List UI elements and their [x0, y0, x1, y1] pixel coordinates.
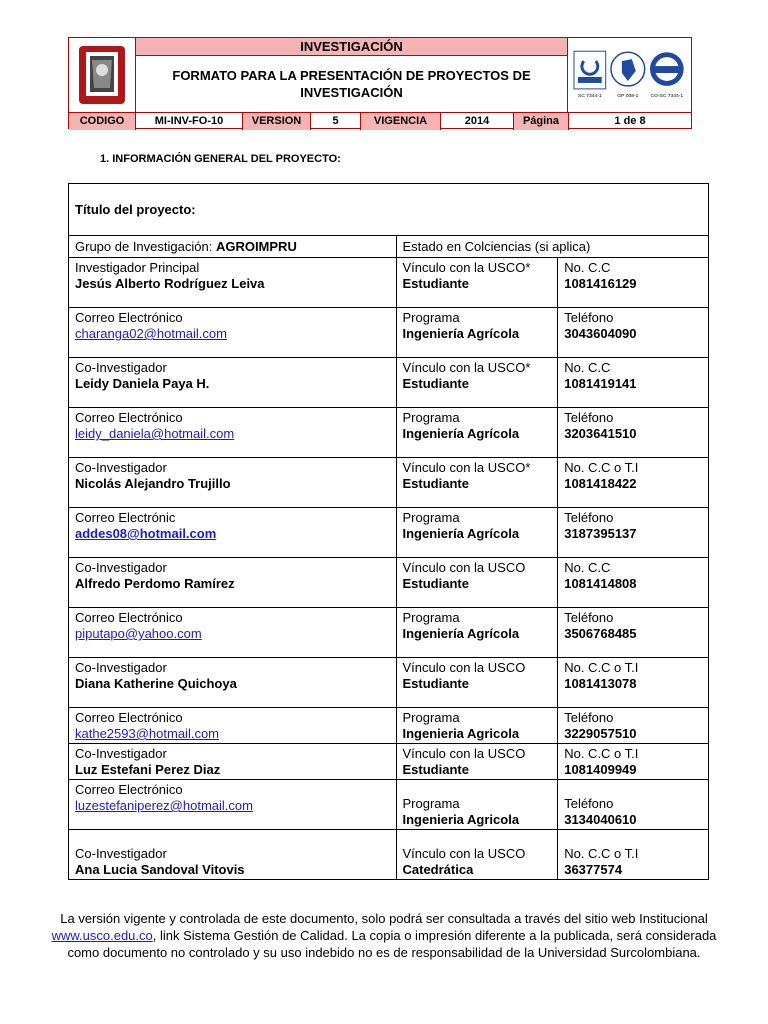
footer-notice: [40, 910, 728, 961]
vinculo-value: Estudiante: [402, 476, 469, 491]
footer-text-pre: La versión vigente y controlada de este documento, solo podrá ser consultada a través del sitio web Institucional: [60, 911, 708, 926]
document-header: [68, 37, 692, 129]
svg-text:GP 008-1: GP 008-1: [616, 93, 639, 99]
role-label: Co-Investigador: [75, 746, 167, 761]
header-title: INVESTIGACIÓN: [136, 38, 567, 56]
section-title: 1. INFORMACIÓN GENERAL DEL PROYECTO:: [100, 153, 341, 165]
person-name: Alfredo Perdomo Ramírez: [75, 576, 235, 591]
meta-page-label: Página: [514, 113, 569, 130]
program-value: Ingeniería Agrícola: [402, 526, 520, 541]
id-value: 1081414808: [564, 576, 637, 591]
svg-text:SC 7344-1: SC 7344-1: [578, 93, 602, 99]
group-cell: [69, 236, 397, 258]
footer-website-link[interactable]: www.usco.edu.co: [51, 928, 153, 943]
meta-vigencia-value: 2014: [441, 113, 514, 130]
icontec-seal-icon: [572, 47, 608, 103]
email-link[interactable]: piputapo@yahoo.com: [75, 626, 202, 641]
project-info-table: [68, 183, 709, 880]
table-row: [69, 558, 709, 608]
phone-label: Teléfono: [564, 410, 614, 425]
vinculo-value: Estudiante: [402, 276, 469, 291]
person-name: Ana Lucia Sandoval Vitovis: [75, 862, 245, 877]
table-row: [69, 780, 709, 830]
phone-value: 3203641510: [564, 426, 637, 441]
email-label: Correo Electrónico: [75, 782, 183, 797]
id-label: No. C.C o T.I: [564, 846, 639, 861]
svg-text:CO-SC 7344-1: CO-SC 7344-1: [650, 93, 684, 99]
program-value: Ingenieria Agricola: [402, 726, 520, 741]
meta-version-value: 5: [311, 113, 361, 130]
document-meta-row: [69, 112, 691, 130]
email-link[interactable]: luzestefaniperez@hotmail.com: [75, 798, 253, 813]
table-row: [69, 236, 709, 258]
vinculo-value: Estudiante: [402, 762, 469, 777]
id-label: No. C.C: [564, 260, 611, 275]
phone-label: Teléfono: [564, 510, 614, 525]
program-label: Programa: [402, 310, 460, 325]
program-value: Ingeniería Agrícola: [402, 426, 520, 441]
meta-page-value: 1 de 8: [614, 115, 646, 127]
email-label: Correo Electrónico: [75, 710, 183, 725]
id-value: 1081409949: [564, 762, 637, 777]
person-name: Luz Estefani Perez Diaz: [75, 762, 221, 777]
vinculo-value: Catedrática: [402, 862, 474, 877]
email-label: Correo Electrónico: [75, 610, 183, 625]
role-label: Co-Investigador: [75, 660, 167, 675]
id-value: 1081416129: [564, 276, 637, 291]
program-label: Programa: [402, 796, 460, 811]
vinculo-label: Vínculo con la USCO*: [402, 360, 531, 375]
email-label: Correo Electrónico: [75, 310, 183, 325]
meta-vigencia-label: VIGENCIA: [361, 113, 441, 130]
email-link[interactable]: kathe2593@hotmail.com: [75, 726, 219, 741]
person-name: Diana Katherine Quichoya: [75, 676, 237, 691]
person-name: Jesús Alberto Rodríguez Leiva: [75, 276, 265, 291]
program-value: Ingeniería Agrícola: [402, 326, 520, 341]
program-label: Programa: [402, 410, 460, 425]
vinculo-value: Estudiante: [402, 576, 469, 591]
phone-value: 3187395137: [564, 526, 637, 541]
colciencias-label: Estado en Colciencias (si aplica): [396, 236, 709, 258]
table-row: [69, 830, 709, 880]
vinculo-label: Vínculo con la USCO: [402, 846, 526, 861]
role-label: Co-Investigador: [75, 360, 167, 375]
vinculo-label: Vínculo con la USCO*: [402, 260, 531, 275]
iqnet-seal-icon: [647, 47, 687, 103]
group-label: Grupo de Investigación:: [75, 239, 213, 254]
group-value: AGROIMPRU: [215, 239, 297, 254]
header-subtitle: FORMATO PARA LA PRESENTACIÓN DE PROYECTOS DE INVESTIGACIÓN: [172, 68, 531, 100]
table-row: [69, 658, 709, 708]
meta-code-value: MI-INV-FO-10: [136, 113, 243, 130]
table-row: [69, 358, 709, 408]
role-label: Co-Investigador: [75, 560, 167, 575]
id-value: 1081413078: [564, 676, 637, 691]
project-title-label: Título del proyecto:: [75, 202, 196, 217]
program-value: Ingenieria Agricola: [402, 812, 520, 827]
program-label: Programa: [402, 710, 460, 725]
person-name: Leidy Daniela Paya H.: [75, 376, 210, 391]
table-row: [69, 508, 709, 558]
meta-version-label: VERSION: [243, 113, 311, 130]
vinculo-value: Estudiante: [402, 376, 469, 391]
table-row: [69, 184, 709, 236]
table-row: [69, 458, 709, 508]
email-label: Correo Electrónic: [75, 510, 176, 525]
phone-label: Teléfono: [564, 710, 614, 725]
vinculo-label: Vínculo con la USCO*: [402, 460, 531, 475]
role-label: Investigador Principal: [75, 260, 200, 275]
table-row: [69, 744, 709, 780]
id-value: 1081419141: [564, 376, 637, 391]
vinculo-value: Estudiante: [402, 676, 469, 691]
id-label: No. C.C: [564, 560, 611, 575]
vinculo-label: Vínculo con la USCO: [402, 746, 526, 761]
university-logo: [69, 38, 136, 112]
id-value: 36377574: [564, 862, 623, 877]
id-value: 1081418422: [564, 476, 637, 491]
program-label: Programa: [402, 510, 460, 525]
program-label: Programa: [402, 610, 460, 625]
program-value: Ingeniería Agrícola: [402, 626, 520, 641]
id-label: No. C.C o T.I: [564, 460, 639, 475]
phone-value: 3229057510: [564, 726, 637, 741]
table-row: [69, 308, 709, 358]
email-link[interactable]: addes08@hotmail.com: [75, 526, 217, 541]
email-link[interactable]: leidy_daniela@hotmail.com: [75, 426, 235, 441]
phone-label: Teléfono: [564, 796, 614, 811]
role-label: Co-Investigador: [75, 846, 167, 861]
footer-text-post: , link Sistema Gestión de Calidad. La copia o impresión diferente a la publicada, será considerada como documento no controlado y su uso indebido no es de responsabilidad de la Universidad Surcolombiana.: [67, 928, 717, 960]
quality-seal-icon: [608, 47, 648, 103]
phone-value: 3506768485: [564, 626, 637, 641]
vinculo-label: Vínculo con la USCO: [402, 660, 526, 675]
table-row: [69, 408, 709, 458]
meta-code-label: CODIGO: [69, 113, 136, 130]
id-label: No. C.C: [564, 360, 611, 375]
id-label: No. C.C o T.I: [564, 746, 639, 761]
project-title-cell[interactable]: [69, 184, 709, 236]
table-row: [69, 708, 709, 744]
role-label: Co-Investigador: [75, 460, 167, 475]
email-link[interactable]: charanga02@hotmail.com: [75, 326, 227, 341]
table-row: [69, 258, 709, 308]
id-label: No. C.C o T.I: [564, 660, 639, 675]
email-label: Correo Electrónico: [75, 410, 183, 425]
table-row: [69, 608, 709, 658]
phone-label: Teléfono: [564, 310, 614, 325]
phone-value: 3134040610: [564, 812, 637, 827]
phone-label: Teléfono: [564, 610, 614, 625]
person-name: Nicolás Alejandro Trujillo: [75, 476, 231, 491]
certification-logos: [567, 38, 691, 112]
vinculo-label: Vínculo con la USCO: [402, 560, 526, 575]
phone-value: 3043604090: [564, 326, 637, 341]
